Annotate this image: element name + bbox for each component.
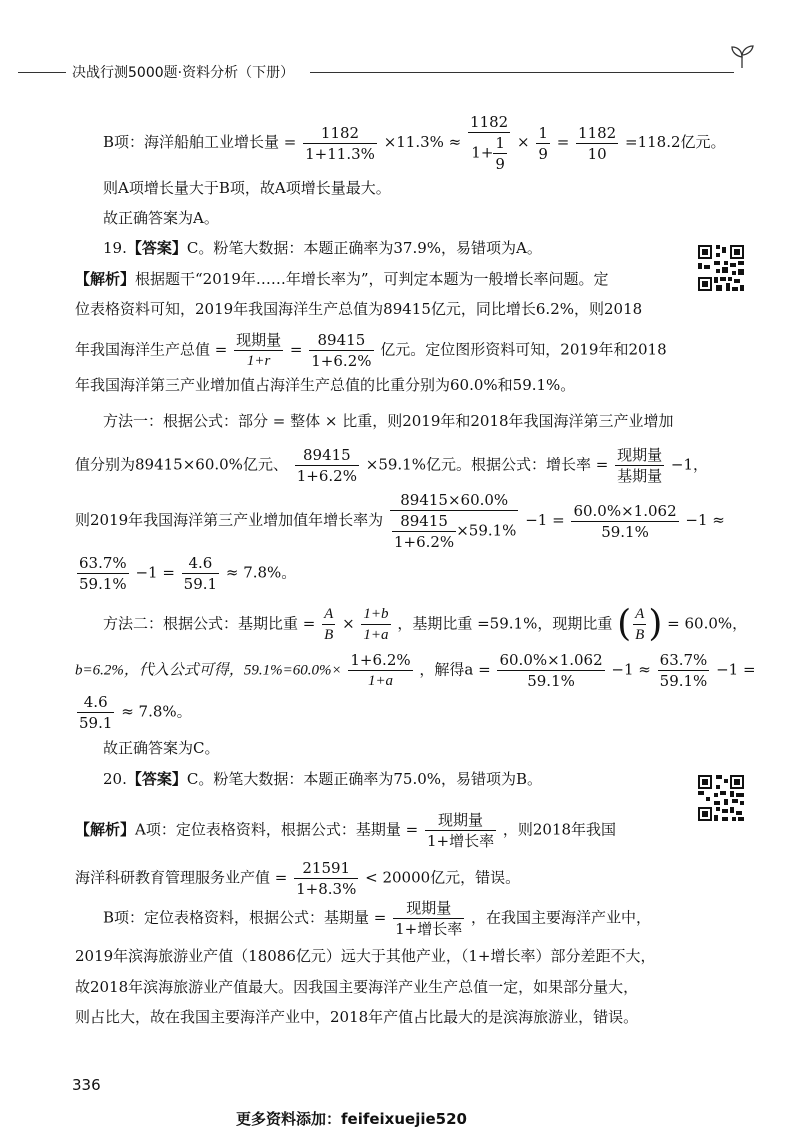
q20-b-line4: 则占比大，故在我国主要海洋产业中，2018年产值占比最大的是滨海旅游业，错误。	[75, 1008, 639, 1026]
page-number: 336	[72, 1076, 101, 1094]
frac-num: 1+6.2%	[350, 651, 411, 669]
frac-num: 1182	[578, 123, 617, 142]
q19-analysis-line2: 位表格资料可知，2019年我国海洋生产总值为89415亿元，同比增长6.2%，则2018	[75, 300, 643, 318]
frac-num: 63.7%	[659, 651, 708, 669]
frac-den: 59.1%	[659, 672, 708, 690]
para-a-largest: 则A项增长量大于B项，故A项增长量最大。	[103, 179, 391, 197]
frac-den-pre: 1+	[471, 143, 494, 162]
frac-num: 1182	[470, 113, 509, 131]
text: 年我国海洋生产总值 =	[75, 340, 233, 359]
q19-analysis-line4: 年我国海洋第三产业增加值占海洋生产总值的比重分别为60.0%和59.1%。	[75, 376, 576, 394]
frac-den: 59.1%	[79, 575, 127, 593]
operator: −1 ≈	[685, 511, 725, 529]
frac-den: 9	[495, 155, 505, 173]
frac-den: 1+6.2%	[393, 533, 455, 551]
q19-analysis-line1	[75, 268, 609, 290]
operator: ×	[342, 614, 355, 633]
analysis-tag: 【解析】	[75, 820, 136, 839]
frac-num: 89415×60.0%	[390, 490, 518, 511]
answer-text: C。粉笔大数据：本题正确率为37.9%，易错项为A。	[186, 239, 542, 257]
text: ，则2018年我国	[502, 820, 617, 839]
frac-num: 现期量	[425, 810, 496, 831]
frac-den: 1+8.3%	[296, 880, 357, 898]
q19-answer: 故正确答案为C。	[103, 739, 220, 757]
q19-method1-line2	[75, 445, 708, 486]
frac-den: 59.1	[183, 575, 218, 593]
frac-num: 89415	[295, 445, 359, 466]
operator: −1 =	[525, 511, 565, 529]
q20-answer-heading	[103, 768, 542, 790]
text: A项：定位表格资料，根据公式：基期量 =	[135, 820, 423, 839]
header-rule-right	[310, 72, 734, 73]
answer-text: C。粉笔大数据：本题正确率为75.0%，易错项为B。	[186, 770, 543, 788]
frac-num: A	[633, 604, 646, 625]
frac-num: 4.6	[77, 692, 114, 713]
frac-num: 63.7%	[79, 554, 127, 572]
operator: =	[556, 133, 570, 151]
question-number: 19.	[103, 239, 127, 257]
text: ≈ 7.8%。	[121, 702, 192, 721]
frac-num: 现期量	[393, 898, 464, 919]
header-rule-left	[18, 72, 66, 73]
analysis-tag: 【解析】	[75, 270, 136, 288]
frac-num: 89415	[392, 511, 456, 532]
frac-den: 1+11.3%	[305, 144, 375, 163]
frac-den: 基期量	[617, 467, 663, 485]
b-item-line	[103, 112, 726, 174]
frac-num: 21591	[294, 858, 358, 879]
q20-analysis-line2	[75, 858, 520, 899]
text: ≈ 7.8%。	[225, 563, 297, 582]
operator: =	[289, 340, 303, 359]
text: = 60.0%，	[667, 614, 748, 633]
operator: −1 =	[135, 563, 175, 582]
frac-den: 1+a	[367, 673, 394, 689]
text: ，在我国主要海洋产业中，	[471, 908, 652, 927]
text: 亿元。定位图形资料可知，2019年和2018	[380, 340, 667, 359]
result-text: =118.2亿元。	[625, 133, 726, 151]
operator: ×	[517, 133, 530, 151]
frac-num: 89415	[309, 330, 373, 351]
frac-num: 1182	[303, 123, 377, 144]
frac-den: 1+a	[363, 627, 389, 643]
text: ，解得a =	[419, 660, 496, 679]
frac-den: 59.1	[79, 714, 113, 732]
frac-den: 59.1%	[527, 672, 575, 690]
text: ×59.1%亿元。根据公式：增长率 =	[365, 455, 614, 474]
frac-num: A	[322, 604, 335, 625]
frac-num: 1+b	[361, 604, 390, 625]
text: 方法二：根据公式：基期比重 =	[103, 614, 321, 633]
running-header	[0, 60, 800, 84]
answer-tag: 【答案】	[126, 770, 187, 788]
frac-num: 现期量	[617, 446, 663, 464]
q19-method2-line2	[75, 650, 756, 691]
q19-method1-line4	[75, 553, 296, 594]
q20-analysis-line1	[75, 810, 616, 851]
frac-num: 1	[495, 134, 505, 152]
frac-den: 1+r	[246, 353, 271, 369]
question-number: 20.	[103, 770, 127, 788]
qr-code-icon[interactable]	[696, 773, 746, 823]
frac-num: 60.0%×1.062	[573, 501, 677, 520]
frac-den: 59.1%	[601, 522, 649, 541]
q19-method2-line1	[103, 604, 747, 645]
frac-den: 10	[587, 144, 607, 163]
frac-num: 现期量	[236, 331, 282, 349]
frac-den: B	[635, 627, 645, 643]
operator: ×11.3% ≈	[383, 133, 462, 151]
operator: −1 ≈	[611, 660, 651, 679]
frac-num: 60.0%×1.062	[499, 651, 603, 669]
qr-code-icon[interactable]	[696, 243, 746, 293]
text: B项：定位表格资料，根据公式：基期量 =	[103, 908, 392, 927]
q19-method1-line3	[75, 490, 725, 552]
answer-tag: 【答案】	[126, 239, 187, 257]
b-label: B项：海洋船舶工业增长量 =	[103, 133, 302, 151]
q20-b-line3: 故2018年滨海旅游业产值最大。因我国主要海洋产业生产总值一定，如果部分量大，	[75, 978, 639, 996]
q20-b-line1	[103, 898, 651, 939]
text: −1，	[670, 455, 708, 474]
frac-den: 9	[538, 144, 548, 163]
footer-note: 更多资料添加：feifeixuejie520	[236, 1110, 467, 1128]
text: 值分别为89415×60.0%亿元、	[75, 455, 288, 474]
operator: −1 =	[716, 660, 756, 679]
q20-b-line2: 2019年滨海旅游业产值（18086亿元）远大于其他产业，（1+增长率）部分差距不大，	[75, 947, 656, 965]
q19-method1-line1: 方法一：根据公式：部分 = 整体 × 比重，则2019年和2018年我国海洋第三产业增加	[103, 412, 674, 430]
text: ，基期比重 =59.1%，现期比重	[397, 614, 613, 633]
text: b=6.2%，代入公式可得，59.1%=60.0%×	[75, 662, 342, 679]
frac-num: 1	[538, 123, 548, 142]
q19-analysis-line3	[75, 330, 667, 371]
frac-den: B	[324, 627, 334, 643]
text: 则2019年我国海洋第三产业增加值年增长率为	[75, 511, 384, 529]
q19-method2-line3	[75, 692, 192, 733]
text: 海洋科研教育管理服务业产值 =	[75, 868, 293, 887]
operator: ×59.1%	[456, 521, 517, 540]
frac-den: 1+增长率	[426, 832, 495, 850]
analysis-text: 根据题干“2019年……年增长率为”，可判定本题为一般增长率问题。定	[135, 270, 609, 288]
paren-open: (	[617, 603, 632, 645]
frac-den: 1+增长率	[395, 920, 463, 938]
answer-a: 故正确答案为A。	[103, 209, 219, 227]
text: < 20000亿元，错误。	[365, 868, 521, 887]
header-title: 决战行测5000题·资料分析（下册）	[72, 65, 295, 81]
frac-den: 1+6.2%	[296, 467, 357, 485]
frac-den: 1+6.2%	[311, 352, 372, 370]
sprout-icon	[728, 44, 756, 70]
q19-answer-heading	[103, 237, 542, 259]
paren-close: )	[648, 603, 663, 645]
frac-num: 4.6	[182, 553, 219, 574]
